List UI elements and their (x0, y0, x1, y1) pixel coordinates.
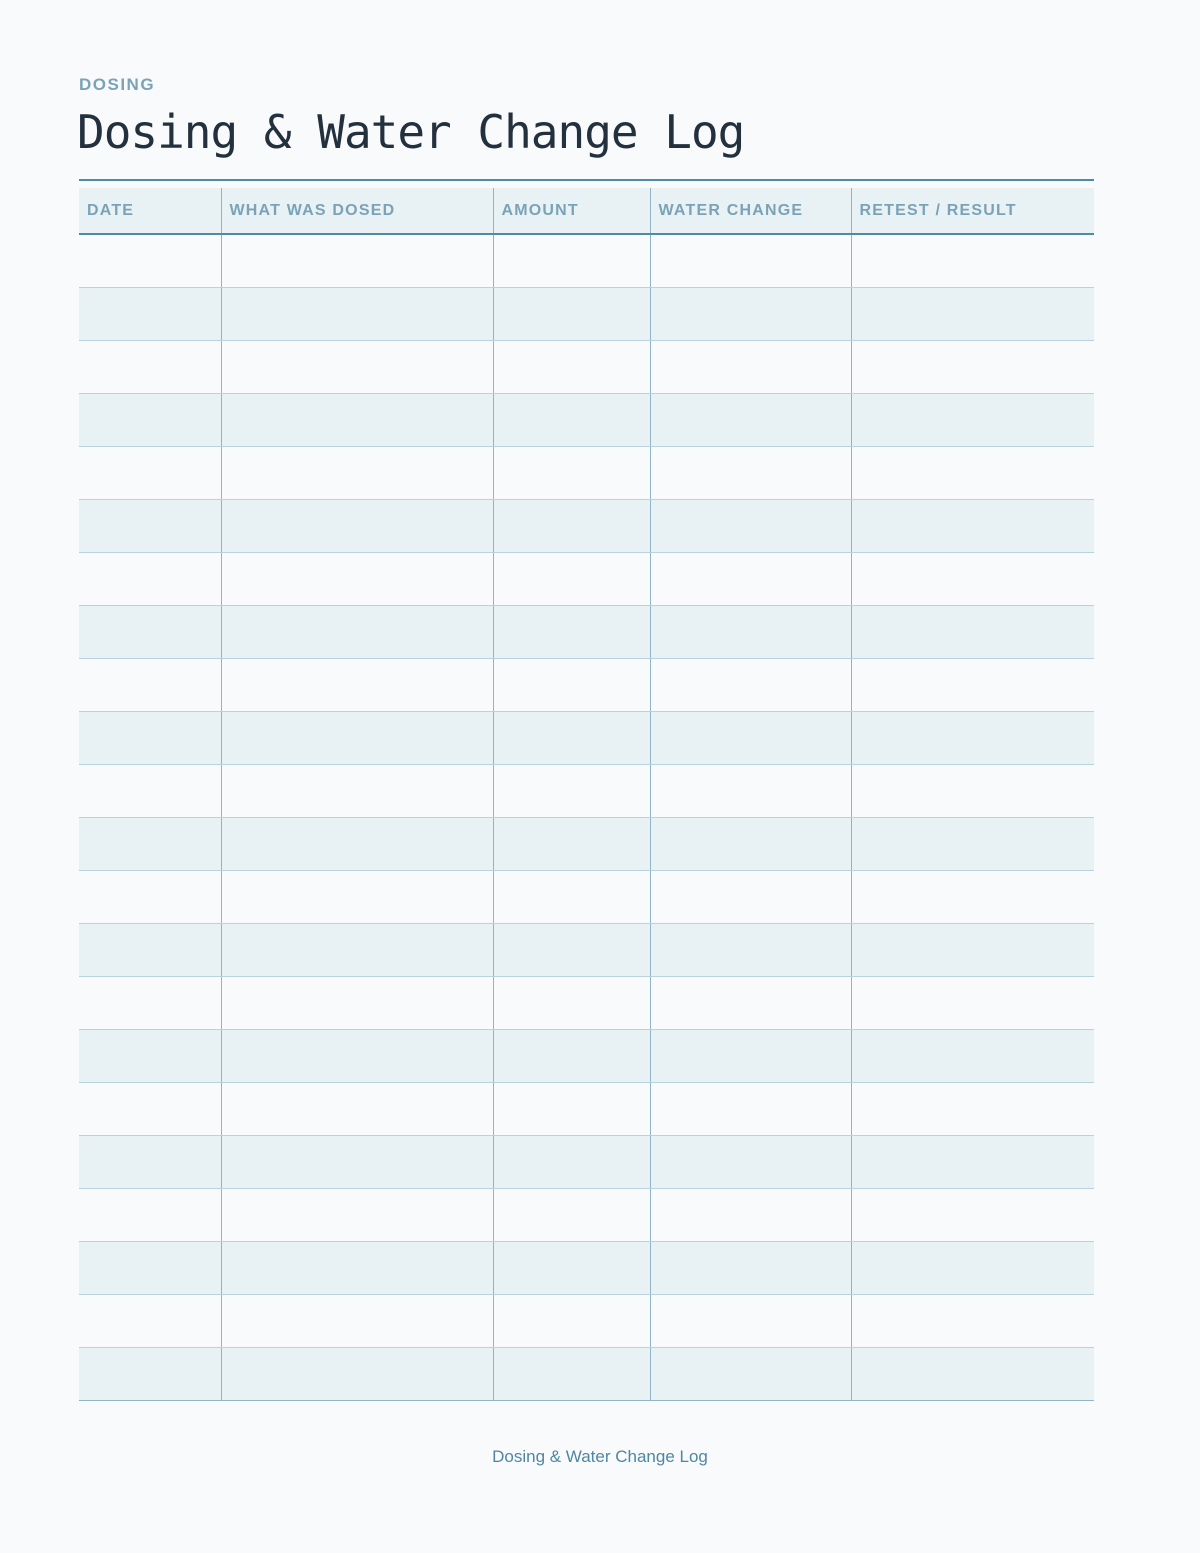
table-row (79, 605, 1094, 658)
what-was-dosed-cell (221, 287, 493, 340)
what-was-dosed-cell (221, 923, 493, 976)
table-row (79, 1347, 1094, 1400)
retest-result-cell (851, 1294, 1094, 1347)
retest-result-cell (851, 711, 1094, 764)
date-cell (79, 499, 221, 552)
what-was-dosed-cell (221, 552, 493, 605)
amount-cell (493, 1135, 650, 1188)
what-was-dosed-cell (221, 764, 493, 817)
date-cell (79, 923, 221, 976)
what-was-dosed-cell (221, 446, 493, 499)
water-change-cell (650, 446, 851, 499)
water-change-cell (650, 764, 851, 817)
what-was-dosed-cell (221, 870, 493, 923)
amount-cell (493, 393, 650, 446)
date-cell (79, 234, 221, 287)
table-row (79, 1294, 1094, 1347)
table-row (79, 287, 1094, 340)
amount-cell (493, 711, 650, 764)
water-change-cell (650, 499, 851, 552)
retest-result-cell (851, 340, 1094, 393)
amount-cell (493, 1029, 650, 1082)
date-cell (79, 711, 221, 764)
date-cell (79, 605, 221, 658)
retest-result-cell (851, 393, 1094, 446)
water-change-cell (650, 605, 851, 658)
retest-result-cell (851, 658, 1094, 711)
retest-result-cell (851, 499, 1094, 552)
water-change-cell (650, 1294, 851, 1347)
date-cell (79, 393, 221, 446)
what-was-dosed-cell (221, 1082, 493, 1135)
date-cell (79, 1135, 221, 1188)
retest-result-cell (851, 446, 1094, 499)
table-row (79, 711, 1094, 764)
water-change-cell (650, 234, 851, 287)
water-change-cell (650, 552, 851, 605)
water-change-cell (650, 923, 851, 976)
retest-result-cell (851, 817, 1094, 870)
retest-result-cell (851, 287, 1094, 340)
date-cell (79, 1082, 221, 1135)
page-footer: Dosing & Water Change Log (492, 1447, 708, 1466)
what-was-dosed-cell (221, 976, 493, 1029)
retest-result-cell (851, 976, 1094, 1029)
water-change-cell (650, 1347, 851, 1400)
header-row (79, 188, 1094, 234)
what-was-dosed-cell (221, 1188, 493, 1241)
amount-cell (493, 870, 650, 923)
water-change-cell (650, 393, 851, 446)
table-row (79, 658, 1094, 711)
date-cell (79, 764, 221, 817)
date-cell (79, 870, 221, 923)
amount-cell (493, 287, 650, 340)
date-cell (79, 658, 221, 711)
date-cell (79, 1188, 221, 1241)
log-table-body (79, 234, 1094, 1400)
table-row (79, 393, 1094, 446)
water-change-cell (650, 287, 851, 340)
what-was-dosed-cell (221, 1135, 493, 1188)
amount-cell (493, 446, 650, 499)
date-cell (79, 1347, 221, 1400)
date-cell (79, 817, 221, 870)
amount-cell (493, 1082, 650, 1135)
retest-result-cell (851, 923, 1094, 976)
column-header-retest-result: RETEST / RESULT (851, 188, 1094, 234)
what-was-dosed-cell (221, 711, 493, 764)
water-change-cell (650, 1135, 851, 1188)
what-was-dosed-cell (221, 1294, 493, 1347)
what-was-dosed-cell (221, 1347, 493, 1400)
column-header-what-was-dosed: WHAT WAS DOSED (221, 188, 493, 234)
retest-result-cell (851, 1135, 1094, 1188)
page-title: Dosing & Water Change Log (77, 105, 745, 159)
what-was-dosed-cell (221, 234, 493, 287)
amount-cell (493, 817, 650, 870)
water-change-cell (650, 976, 851, 1029)
water-change-cell (650, 340, 851, 393)
table-row (79, 446, 1094, 499)
water-change-cell (650, 1241, 851, 1294)
what-was-dosed-cell (221, 340, 493, 393)
table-row (79, 817, 1094, 870)
what-was-dosed-cell (221, 817, 493, 870)
table-row (79, 976, 1094, 1029)
retest-result-cell (851, 1029, 1094, 1082)
what-was-dosed-cell (221, 1241, 493, 1294)
amount-cell (493, 605, 650, 658)
amount-cell (493, 764, 650, 817)
amount-cell (493, 340, 650, 393)
column-header-amount: AMOUNT (493, 188, 650, 234)
table-row (79, 1135, 1094, 1188)
title-divider (79, 179, 1094, 181)
table-row (79, 764, 1094, 817)
amount-cell (493, 499, 650, 552)
date-cell (79, 340, 221, 393)
date-cell (79, 446, 221, 499)
table-row (79, 499, 1094, 552)
amount-cell (493, 923, 650, 976)
retest-result-cell (851, 1082, 1094, 1135)
water-change-cell (650, 870, 851, 923)
table-row (79, 870, 1094, 923)
retest-result-cell (851, 870, 1094, 923)
column-header-water-change: WATER CHANGE (650, 188, 851, 234)
date-cell (79, 287, 221, 340)
water-change-cell (650, 817, 851, 870)
retest-result-cell (851, 605, 1094, 658)
amount-cell (493, 1241, 650, 1294)
retest-result-cell (851, 234, 1094, 287)
water-change-cell (650, 1029, 851, 1082)
date-cell (79, 1294, 221, 1347)
table-row (79, 340, 1094, 393)
what-was-dosed-cell (221, 393, 493, 446)
log-table (79, 188, 1094, 1401)
retest-result-cell (851, 552, 1094, 605)
amount-cell (493, 976, 650, 1029)
amount-cell (493, 234, 650, 287)
retest-result-cell (851, 1188, 1094, 1241)
amount-cell (493, 1294, 650, 1347)
table-row (79, 1188, 1094, 1241)
date-cell (79, 552, 221, 605)
date-cell (79, 1029, 221, 1082)
date-cell (79, 1241, 221, 1294)
amount-cell (493, 658, 650, 711)
what-was-dosed-cell (221, 605, 493, 658)
retest-result-cell (851, 764, 1094, 817)
amount-cell (493, 1347, 650, 1400)
table-row (79, 1029, 1094, 1082)
table-row (79, 234, 1094, 287)
water-change-cell (650, 658, 851, 711)
what-was-dosed-cell (221, 658, 493, 711)
section-label: DOSING (79, 75, 156, 94)
what-was-dosed-cell (221, 499, 493, 552)
water-change-cell (650, 1082, 851, 1135)
table-row (79, 923, 1094, 976)
retest-result-cell (851, 1347, 1094, 1400)
table-row (79, 1241, 1094, 1294)
water-change-cell (650, 711, 851, 764)
date-cell (79, 976, 221, 1029)
column-header-date: DATE (79, 188, 221, 234)
retest-result-cell (851, 1241, 1094, 1294)
table-row (79, 1082, 1094, 1135)
amount-cell (493, 1188, 650, 1241)
what-was-dosed-cell (221, 1029, 493, 1082)
table-row (79, 552, 1094, 605)
amount-cell (493, 552, 650, 605)
water-change-cell (650, 1188, 851, 1241)
